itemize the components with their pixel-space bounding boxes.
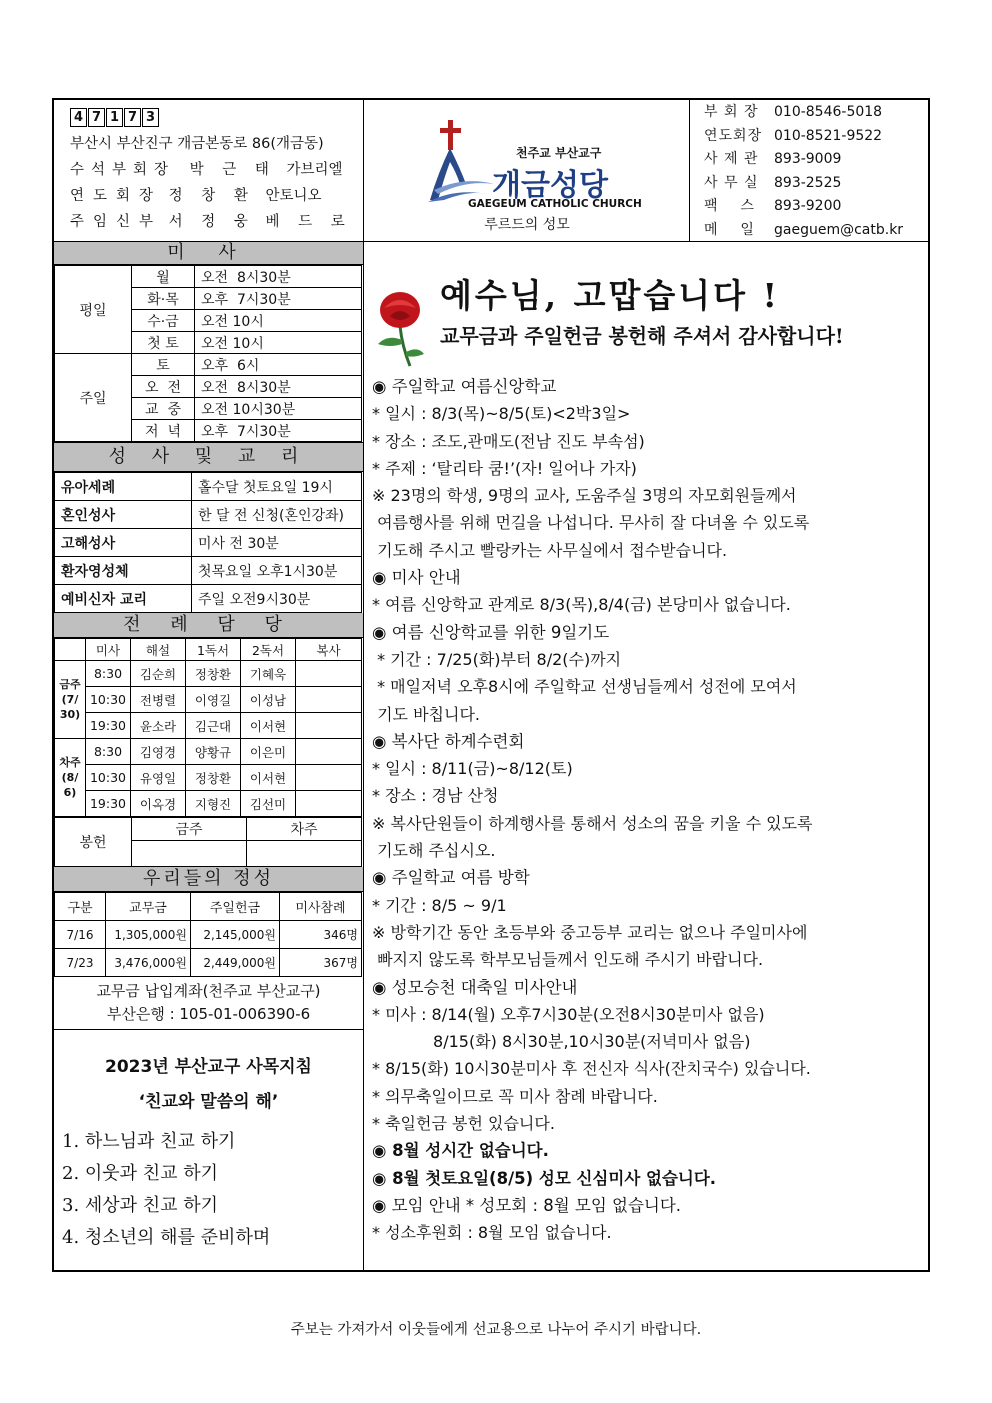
liturgy-table bbox=[54, 638, 362, 817]
logo-church-name: 개금성당 bbox=[492, 168, 608, 203]
notice-heading: ◉ 여름 신앙학교를 위한 9일기도 bbox=[372, 622, 610, 642]
officer-row bbox=[70, 209, 363, 235]
notice-line: * 8/15(화) 10시30분미사 후 전신자 식사(잔치국수) 있습니다. bbox=[372, 1059, 811, 1079]
contact-row bbox=[690, 101, 930, 125]
sacrament-name: 환자영성체 bbox=[55, 557, 192, 585]
sacrament-name: 혼인성사 bbox=[55, 501, 192, 529]
notice-line: * 일시 : 8/11(금)~8/12(토) bbox=[372, 759, 573, 779]
liturgy-mass: 19:30 bbox=[86, 791, 131, 817]
contact-value: 893-9009 bbox=[774, 151, 842, 167]
offerings-cell: 346명 bbox=[280, 921, 362, 949]
contact-row bbox=[690, 125, 930, 149]
notice-line: 기도해 주십시오. bbox=[372, 841, 496, 861]
contact-value: 893-9200 bbox=[774, 198, 842, 214]
notice-line: 빠지지 않도록 학부모님들께서 인도해 주시기 바랍니다. bbox=[372, 950, 764, 970]
notice-line: * 성소후원회 : 8월 모임 없습니다. bbox=[372, 1223, 612, 1243]
officer-row bbox=[70, 183, 363, 209]
logo-english-name: GAEGEUM CATHOLIC CHURCH bbox=[468, 198, 642, 210]
mass-time: 오전 8시30분 bbox=[195, 266, 362, 288]
postcode-digit: 7 bbox=[88, 108, 105, 127]
notice-line: * 여름 신앙학교 관계로 8/3(목),8/4(금) 본당미사 없습니다. bbox=[372, 595, 791, 615]
mass-time: 오전 8시30분 bbox=[195, 376, 362, 398]
contact-label: 메 일 bbox=[704, 221, 755, 238]
contact-row bbox=[690, 219, 930, 243]
liturgy-week-label: 금주(7/30) bbox=[55, 661, 86, 739]
officer-name: 정 창 환 bbox=[168, 188, 255, 204]
contact-row bbox=[690, 148, 930, 172]
offerings-table bbox=[54, 892, 362, 977]
officer-baptismal: 베 드 로 bbox=[265, 214, 352, 230]
postcode bbox=[70, 108, 160, 127]
liturgy-mass: 8:30 bbox=[86, 661, 131, 687]
pastoral-guideline bbox=[54, 1052, 363, 1254]
liturgy-person: 정창환 bbox=[186, 765, 241, 791]
left-column bbox=[54, 242, 364, 1272]
bonghun-header: 금주 bbox=[132, 818, 247, 841]
contact-row bbox=[690, 172, 930, 196]
notice-heading: ◉ 주일학교 여름신앙학교 bbox=[372, 377, 557, 396]
liturgy-person bbox=[296, 661, 362, 687]
notice-heading: ◉ 주일학교 여름 방학 bbox=[372, 868, 530, 888]
mass-day: 화·목 bbox=[132, 288, 195, 310]
mass-time: 오전 10시 bbox=[195, 310, 362, 332]
contact-label: 팩 스 bbox=[704, 198, 755, 214]
sacrament-detail: 한 달 전 신청(혼인강좌) bbox=[192, 501, 362, 529]
postcode-digit: 4 bbox=[70, 108, 87, 127]
mass-group-label: 주일 bbox=[55, 354, 132, 442]
mass-day: 교 중 bbox=[132, 398, 195, 420]
liturgy-person: 이서현 bbox=[241, 765, 296, 791]
officer-baptismal: 안토니오 bbox=[265, 188, 322, 204]
guideline-title: 2023년 부산교구 사목지침 bbox=[105, 1057, 312, 1077]
bulletin-frame bbox=[52, 98, 930, 1272]
liturgy-mass: 10:30 bbox=[86, 765, 131, 791]
mass-day: 오 전 bbox=[132, 376, 195, 398]
mass-section-title: 미 사 bbox=[54, 242, 363, 265]
sacrament-detail: 홀수달 첫토요일 19시 bbox=[192, 473, 362, 501]
notice-line: * 의무축일이므로 꼭 미사 참례 바랍니다. bbox=[372, 1086, 658, 1106]
offerings-cell: 2,449,000원 bbox=[191, 949, 280, 977]
offerings-cell: 3,476,000원 bbox=[106, 949, 191, 977]
liturgy-header: 1독서 bbox=[186, 639, 241, 661]
church-cross-logo bbox=[424, 118, 642, 218]
notice-line: * 미사 : 8/14(월) 오후7시30분(오전8시30분미사 없음) bbox=[372, 1004, 765, 1024]
bonghun-table bbox=[54, 817, 362, 867]
contact-label: 사 제 관 bbox=[704, 151, 759, 167]
liturgy-person: 이서현 bbox=[241, 713, 296, 739]
guideline-item: 2. 이웃과 친교 하기 bbox=[62, 1163, 219, 1184]
contact-label: 부 회 장 bbox=[704, 104, 759, 120]
officer-role: 주임신부 bbox=[70, 214, 163, 230]
mass-day: 수·금 bbox=[132, 310, 195, 332]
account-line: 교무금 납입계좌(천주교 부산교구) bbox=[96, 982, 321, 1000]
liturgy-person: 유영일 bbox=[131, 765, 186, 791]
offerings-section-title: 우리들의 정성 bbox=[54, 867, 363, 892]
liturgy-person: 김선미 bbox=[241, 791, 296, 817]
address: 부산시 부산진구 개금본동로 86(개금동) bbox=[70, 136, 324, 152]
offerings-cell: 7/23 bbox=[55, 949, 106, 977]
liturgy-person: 전병렬 bbox=[131, 687, 186, 713]
liturgy-mass: 8:30 bbox=[86, 739, 131, 765]
liturgy-person: 이은미 bbox=[241, 739, 296, 765]
postcode-digit: 3 bbox=[142, 108, 159, 127]
church-logo-area bbox=[364, 100, 690, 242]
postcode-digit: 7 bbox=[124, 108, 141, 127]
guideline-list bbox=[62, 1126, 363, 1254]
notice-heading: ◉ 모임 안내 * 성모회 : 8월 모임 없습니다. bbox=[372, 1195, 682, 1215]
contact-value: 010-8521-9522 bbox=[774, 127, 883, 144]
footer-note: 주보는 가져가서 이웃들에게 선교용으로 나누어 주시기 바랍니다. bbox=[290, 1322, 702, 1338]
liturgy-header: 미사 bbox=[86, 639, 131, 661]
notice-heading: ◉ 8월 첫토요일(8/5) 성모 신심미사 없습니다. bbox=[372, 1168, 717, 1188]
guideline-subtitle: ‘친교와 말씀의 해’ bbox=[138, 1092, 279, 1112]
notice-line: * 축일헌금 봉헌 있습니다. bbox=[372, 1114, 555, 1134]
sacrament-detail: 주일 오전9시30분 bbox=[192, 585, 362, 613]
offerings-cell: 367명 bbox=[280, 949, 362, 977]
liturgy-person: 정창환 bbox=[186, 661, 241, 687]
liturgy-person: 김순희 bbox=[131, 661, 186, 687]
church-info bbox=[54, 100, 364, 242]
notice-line: 기도 바칩니다. bbox=[372, 704, 480, 724]
sacrament-detail: 첫목요일 오후1시30분 bbox=[192, 557, 362, 585]
notice-line: 8/15(화) 8시30분,10시30분(저녁미사 없음) bbox=[372, 1032, 751, 1052]
sacraments-section-title: 성 사 및 교 리 bbox=[54, 442, 363, 472]
liturgy-header: 2독서 bbox=[241, 639, 296, 661]
account-number: 부산은행 : 105-01-006390-6 bbox=[106, 1005, 311, 1023]
liturgy-person bbox=[296, 765, 362, 791]
mass-time: 오후 7시30분 bbox=[195, 420, 362, 442]
offerings-cell: 7/16 bbox=[55, 921, 106, 949]
liturgy-person: 김근대 bbox=[186, 713, 241, 739]
bonghun-header: 차주 bbox=[247, 818, 362, 841]
guideline-item: 3. 세상과 친교 하기 bbox=[62, 1195, 219, 1216]
liturgy-mass: 10:30 bbox=[86, 687, 131, 713]
contact-label: 연도회장 bbox=[704, 127, 763, 144]
notice-column bbox=[364, 242, 930, 1272]
liturgy-person: 지형진 bbox=[186, 791, 241, 817]
red-rose-icon bbox=[370, 288, 430, 372]
liturgy-person: 김영경 bbox=[131, 739, 186, 765]
guideline-item: 4. 청소년의 해를 준비하며 bbox=[62, 1227, 271, 1248]
liturgy-week-label: 차주(8/6) bbox=[55, 739, 86, 817]
liturgy-person bbox=[296, 791, 362, 817]
notice-heading: ◉ 복사단 하계수련회 bbox=[372, 731, 525, 751]
contact-list bbox=[690, 100, 930, 242]
notice-heading: ◉ 성모승천 대축일 미사안내 bbox=[372, 977, 578, 997]
sacrament-name: 고해성사 bbox=[55, 529, 192, 557]
liturgy-person: 이옥경 bbox=[131, 791, 186, 817]
notice-line: * 기간 : 7/25(화)부터 8/2(수)까지 bbox=[372, 649, 622, 669]
liturgy-person bbox=[296, 687, 362, 713]
mass-time: 오후 6시 bbox=[195, 354, 362, 376]
notice-line: ※ 23명의 학생, 9명의 교사, 도움주실 3명의 자모회원들께서 bbox=[372, 486, 797, 506]
contact-value: 893-2525 bbox=[774, 174, 842, 191]
offerings-cell: 1,305,000원 bbox=[106, 921, 191, 949]
notice-subtitle: 교무금과 주일헌금 봉헌해 주셔서 감사합니다! bbox=[440, 324, 844, 348]
liturgy-person: 윤소라 bbox=[131, 713, 186, 739]
offerings-header: 주일헌금 bbox=[191, 893, 280, 921]
empty-cell bbox=[55, 639, 86, 661]
notice-line: * 일시 : 8/3(목)~8/5(토)<2박3일> bbox=[372, 404, 631, 424]
officer-row bbox=[70, 157, 363, 183]
sacraments-table bbox=[54, 472, 362, 613]
notice-line: ※ 복사단원들이 하계행사를 통해서 성소의 꿈을 키울 수 있도록 bbox=[372, 813, 813, 833]
sacrament-name: 유아세례 bbox=[55, 473, 192, 501]
notice-heading: ◉ 미사 안내 bbox=[372, 568, 461, 588]
officer-name: 서 정 웅 bbox=[168, 214, 255, 230]
liturgy-section-title: 전 례 담 당 bbox=[54, 613, 363, 638]
notice-line: * 장소 : 조도,관매도(전남 진도 부속섬) bbox=[372, 431, 645, 451]
notice-title: 예수님, 고맙습니다 ! bbox=[440, 276, 780, 315]
offerings-header: 구분 bbox=[55, 893, 106, 921]
officer-role: 연도회장 bbox=[70, 188, 163, 204]
bonghun-cell bbox=[132, 841, 247, 867]
guideline-item: 1. 하느님과 친교 하기 bbox=[62, 1131, 236, 1152]
officer-name: 박 근 태 bbox=[189, 162, 276, 178]
officer-role: 수석부회장 bbox=[70, 162, 176, 178]
contact-row bbox=[690, 195, 930, 219]
contact-value: 010-8546-5018 bbox=[774, 104, 883, 120]
notice-line: 여름행사를 위해 먼길을 나섭니다. 무사히 잘 다녀올 수 있도록 bbox=[372, 513, 810, 533]
mass-day: 토 bbox=[132, 354, 195, 376]
liturgy-mass: 19:30 bbox=[86, 713, 131, 739]
offerings-header: 교무금 bbox=[106, 893, 191, 921]
postcode-digit: 1 bbox=[106, 108, 123, 127]
officer-baptismal: 가브리엘 bbox=[286, 162, 343, 178]
mass-day: 저 녁 bbox=[132, 420, 195, 442]
liturgy-person bbox=[296, 739, 362, 765]
mass-day: 첫 토 bbox=[132, 332, 195, 354]
mass-group-label: 평일 bbox=[55, 266, 132, 354]
liturgy-person bbox=[296, 713, 362, 739]
notice-list bbox=[372, 373, 928, 1247]
notice-line: * 매일저녁 오후8시에 주일학교 선생님들께서 성전에 모여서 bbox=[372, 677, 797, 697]
liturgy-header: 해설 bbox=[131, 639, 186, 661]
notice-line: * 장소 : 경남 산청 bbox=[372, 786, 499, 806]
mass-schedule-table bbox=[54, 265, 362, 442]
liturgy-person: 이영길 bbox=[186, 687, 241, 713]
mass-day: 월 bbox=[132, 266, 195, 288]
sacrament-detail: 미사 전 30분 bbox=[192, 529, 362, 557]
notice-line: * 주제 : ‘탈리타 쿰!’(자! 일어나 가자) bbox=[372, 458, 637, 478]
contact-label: 사 무 실 bbox=[704, 174, 759, 191]
sacrament-name: 예비신자 교리 bbox=[55, 585, 192, 613]
bonghun-label: 봉헌 bbox=[55, 818, 132, 867]
mass-time: 오후 7시30분 bbox=[195, 288, 362, 310]
mass-time: 오전 10시30분 bbox=[195, 398, 362, 420]
seongmo-label: 루르드의 성모 bbox=[484, 217, 570, 233]
account-info bbox=[54, 977, 363, 1030]
contact-value: gaeguem@catb.kr bbox=[774, 221, 904, 238]
mass-time: 오전 10시 bbox=[195, 332, 362, 354]
logo-diocese: 천주교 부산교구 bbox=[516, 146, 602, 160]
liturgy-header: 복사 bbox=[296, 639, 362, 661]
bonghun-cell bbox=[247, 841, 362, 867]
notice-heading: ◉ 8월 성시간 없습니다. bbox=[372, 1141, 549, 1161]
offerings-cell: 2,145,000원 bbox=[191, 921, 280, 949]
notice-line: 기도해 주시고 빨랑카는 사무실에서 접수받습니다. bbox=[372, 540, 728, 560]
offerings-header: 미사참례 bbox=[280, 893, 362, 921]
notice-line: * 기간 : 8/5 ~ 9/1 bbox=[372, 895, 507, 915]
liturgy-person: 이성남 bbox=[241, 687, 296, 713]
liturgy-person: 양황규 bbox=[186, 739, 241, 765]
notice-line: ※ 방학기간 동안 초등부와 중고등부 교리는 없으나 주일미사에 bbox=[372, 922, 808, 942]
liturgy-person: 기혜욱 bbox=[241, 661, 296, 687]
